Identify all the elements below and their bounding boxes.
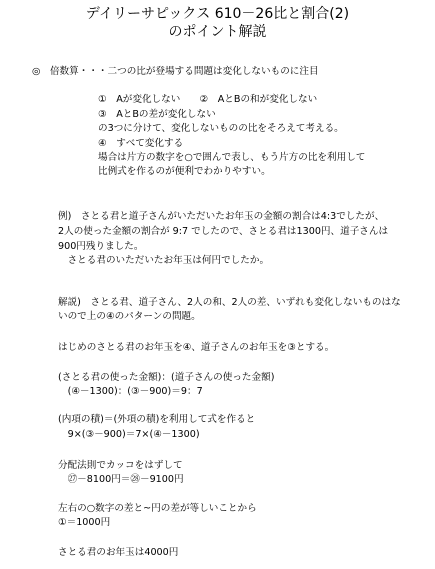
solution-result-1: ①＝1000円 (58, 517, 111, 528)
solution-line-10: 左右の○数字の差と~円の差が等しいことから (58, 503, 257, 514)
solution-equation-1: (④－1300)：(③－900)＝9：7 (58, 386, 203, 397)
solution-line-8: 分配法則でカッコをはずして (58, 460, 183, 471)
example-question: さとる君のいただいたお年玉は何円でしたか。 (58, 255, 270, 266)
intro-note: の3つに分けて、変化しないものの比をそろえて考える。 (98, 123, 344, 134)
solution-line-1: 解説) さとる君、道子さん、2人の和、2人の差、いずれも変化しないものはな (58, 297, 401, 308)
intro-case-line-1: 場合は片方の数字を○で囲んで表し、もう片方の比を利用して (98, 152, 366, 163)
solution-line-2: いので上の④のパターンの問題。 (58, 311, 201, 322)
intro-case-line-2: 比例式を作るのが便利でわかりやすい。 (98, 166, 271, 177)
intro-item-1-2: ① Aが変化しない ② AとBの和が変化しない (98, 94, 318, 105)
solution-equation-2: 9×(③－900)＝7×(④－1300) (58, 429, 200, 440)
example-line-2: 2人の使った金額の割合が 9:7 でしたので、さとる君は1300円、道子さんは (58, 226, 389, 237)
solution-line-3: はじめのさとる君のお年玉を④、道子さんのお年玉を③とする。 (58, 342, 335, 353)
page-subtitle: のポイント解説 (168, 24, 267, 40)
intro-heading: ◎ 倍数算・・・二つの比が登場する問題は変化しないものに注目 (32, 66, 319, 77)
example-line-1: 例) さとる君と道子さんがいただいたお年玉の金額の割合は4:3でしたが、 (58, 211, 385, 222)
example-line-3: 900円残りました。 (58, 241, 144, 252)
solution-line-6: (内項の積)＝(外項の積)を利用して式を作ると (58, 414, 256, 425)
solution-answer: さとる君のお年玉は4000円 (58, 547, 179, 558)
solution-line-4: (さとる君の使った金額)：(道子さんの使った金額) (58, 372, 275, 383)
intro-item-4: ④ すべて変化する (98, 138, 184, 149)
page-title: デイリーサピックス 610－26比と割合(2) (85, 6, 350, 22)
intro-item-3: ③ AとBの差が変化しない (98, 109, 216, 120)
solution-equation-3: ㉗－8100円＝㉘－9100円 (58, 474, 184, 485)
